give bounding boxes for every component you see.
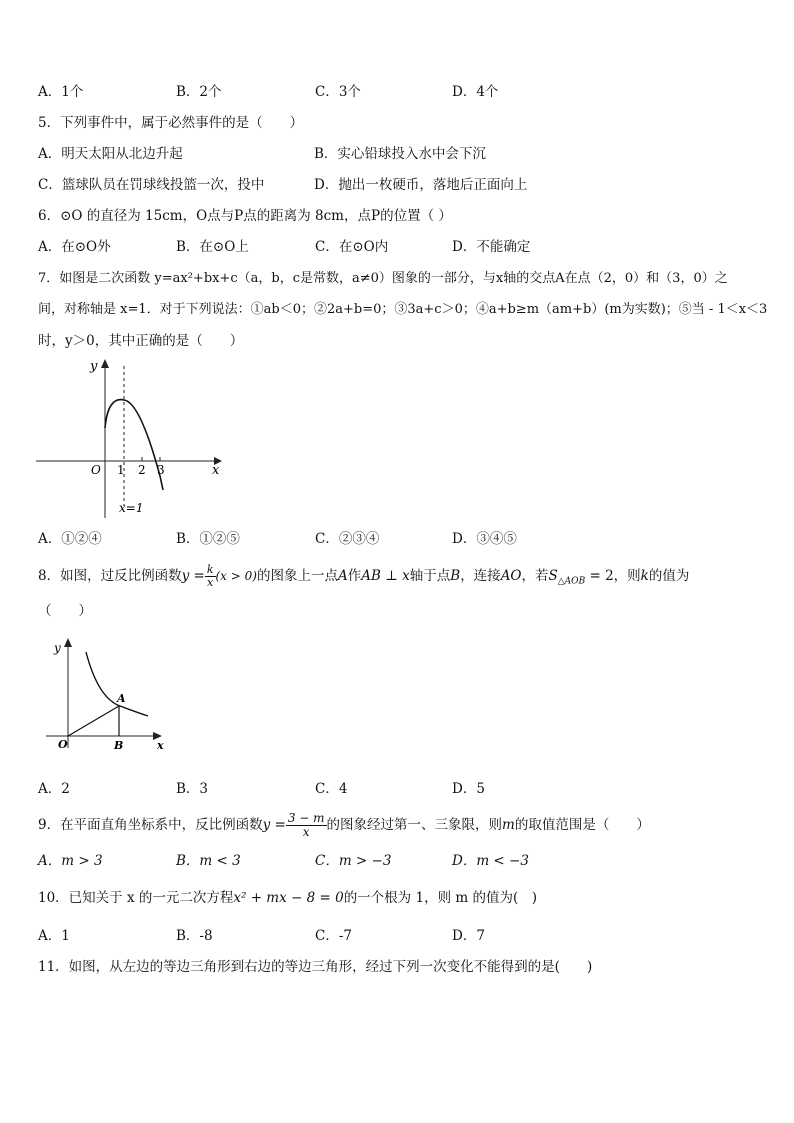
q5-stem: 5．下列事件中，属于必然事件的是（ ） [38, 115, 304, 131]
q4-options [38, 82, 758, 102]
option-b: B．实心铅球投入水中会下沉 [314, 146, 486, 162]
q7-stem-line1: 7．如图是二次函数 y=ax²+bx+c（a，b，c是常数，a≠0）图象的一部分，与x轴的交点A在点（2，0）和（3，0）之 [38, 271, 728, 286]
q5-options-row2 [38, 175, 758, 195]
option-c: C．m > −3 [315, 853, 392, 869]
point-a-label: A [117, 692, 126, 705]
x-label: x [157, 739, 164, 752]
q10-options [38, 926, 758, 946]
fraction-k-over-x: $\frac{k}{x}$ [206, 563, 214, 589]
option-b: B．m < 3 [176, 853, 241, 869]
q11-stem: 11．如图，从左边的等边三角形到右边的等边三角形，经过下列一次变化不能得到的是( ) [38, 959, 593, 975]
q5-options-row1 [38, 144, 758, 164]
option-a: A．明天太阳从北边升起 [38, 146, 183, 162]
option-b: B．①②⑤ [176, 531, 240, 547]
option-a: A．m > 3 [38, 853, 103, 869]
q10-stem: 10．已知关于 x 的一元二次方程x² + mx − 8 = 0的一个根为 1，则 m 的值为( ) [38, 890, 537, 906]
y-axis-arrow [101, 359, 109, 368]
option-c: C．-7 [315, 928, 352, 944]
hyperbola-curve [86, 652, 148, 716]
fraction-3-minus-m-over-x: $\frac{3 - m}{x}$ [287, 811, 325, 839]
q8-options [38, 779, 758, 799]
tick-label-1: 1 [117, 463, 125, 477]
origin-label: O [91, 463, 101, 477]
parabola-curve [105, 400, 163, 490]
q9-stem: 9．在平面直角坐标系中，反比例函数y = $\frac{3 - m}{x}$ 的图象经过第一、三象限，则m的取值范围是（ ） [38, 811, 650, 839]
option-c: C．②③④ [315, 531, 380, 547]
point-b-label: B [114, 739, 124, 752]
option-d: D．抛出一枚硬币，落地后正面向上 [314, 177, 528, 193]
option-a: A．2 [38, 781, 70, 797]
option-b: B．3 [176, 781, 209, 797]
tick-label-2: 2 [138, 463, 146, 477]
option-b: B．-8 [176, 928, 213, 944]
option-b: B．在⊙O上 [176, 239, 249, 255]
option-c: C．在⊙O内 [315, 239, 389, 255]
q8-answer-paren: （ ） [38, 603, 92, 619]
option-d: D．4个 [452, 84, 499, 100]
x-label: x [212, 463, 220, 478]
q9-options [38, 851, 758, 871]
y-axis-arrow [64, 638, 72, 647]
option-a: A．在⊙O外 [38, 239, 111, 255]
y-label: y [54, 641, 61, 655]
segment-ao [68, 706, 119, 736]
y-label: y [90, 359, 98, 374]
option-d: D．7 [452, 928, 485, 944]
option-a: A．1 [38, 928, 70, 944]
q7-parabola-figure [36, 356, 226, 520]
q7-stem-line3: 时，y＞0，其中正确的是（ ） [38, 333, 244, 349]
option-b: B．2个 [176, 84, 222, 100]
q6-options [38, 237, 758, 257]
option-d: D．③④⑤ [452, 531, 517, 547]
option-a: A．1个 [38, 84, 84, 100]
origin-label: O [58, 738, 68, 751]
tick-label-3: 3 [157, 463, 165, 477]
q8-stem: 8．如图，过反比例函数y = $\frac{k}{x}$ (x > 0)的图象上一点A作AB ⊥ x轴于点B，连接AO，若$S_{\triangle AOB} = 2$，则k的值为 [38, 563, 690, 589]
option-d: D．不能确定 [452, 239, 531, 255]
option-c: C．篮球队员在罚球线投篮一次，投中 [38, 177, 265, 193]
option-d: D．5 [452, 781, 485, 797]
option-c: C．4 [315, 781, 348, 797]
axis-label: x=1 [119, 501, 144, 515]
q8-hyperbola-figure [40, 636, 172, 756]
q7-stem-line2: 间，对称轴是 x=1．对于下列说法：①ab＜0；②2a+b=0；③3a+c＞0；④a+b≥m（am+b）(m为实数)；⑤当 - 1＜x＜3 [38, 302, 768, 317]
q7-options [38, 529, 758, 549]
option-a: A．①②④ [38, 531, 102, 547]
option-c: C．3个 [315, 84, 361, 100]
option-d: D．m < −3 [452, 853, 529, 869]
q6-stem: 6．⊙O 的直径为 15cm，O点与P点的距离为 8cm，点P的位置（ ） [38, 208, 452, 224]
